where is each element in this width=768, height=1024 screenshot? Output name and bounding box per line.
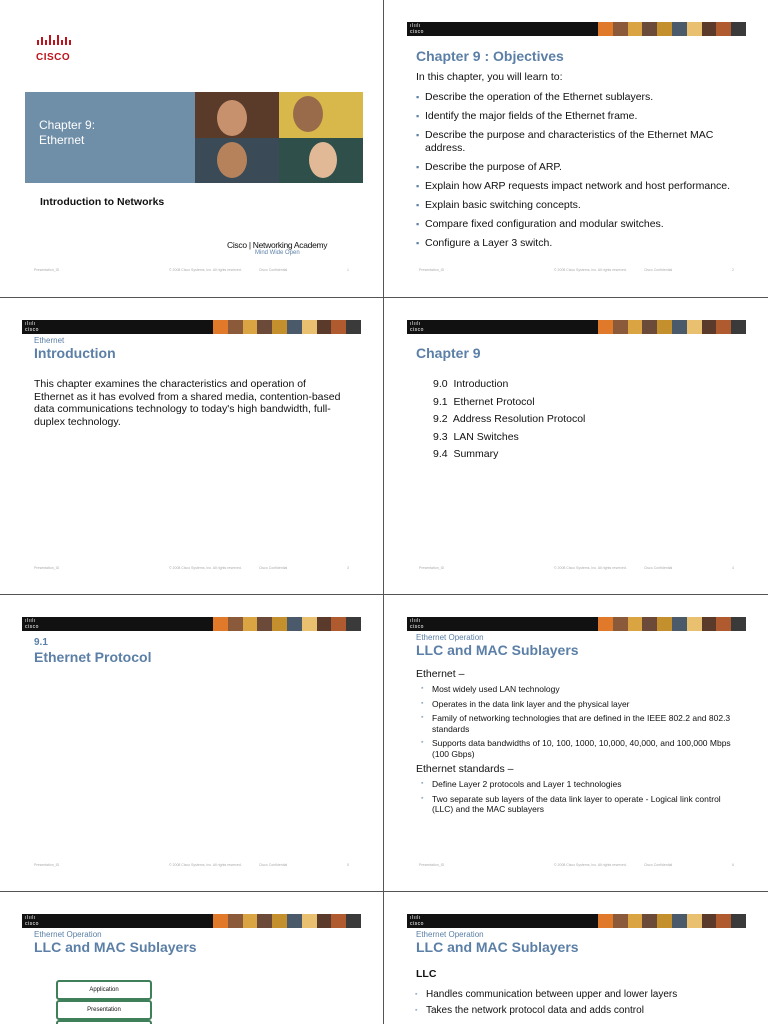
list-item: ▪ Define Layer 2 protocols and Layer 1 technologies — [416, 779, 732, 790]
slide-footer: Presentation_ID © 2008 Cisco Systems, Inc. All rights reserved. Cisco Confidential 1 — [34, 268, 349, 272]
slide-section-ethernet-protocol[interactable] — [0, 595, 383, 891]
section-label: Ethernet Operation — [34, 930, 102, 939]
slide-llc-mac-overview[interactable] — [385, 595, 768, 891]
header-bar — [407, 22, 746, 36]
toc-list — [433, 376, 585, 464]
slide-heading: LLC and MAC Sublayers — [416, 642, 579, 658]
ethernet-standards-heading: Ethernet standards – — [416, 763, 514, 775]
standards-bullet-list — [416, 779, 732, 815]
list-item: ▪ Configure a Layer 3 switch. — [416, 237, 732, 250]
osi-layer-presentation: Presentation — [56, 1000, 152, 1020]
list-item: ▪ Compare fixed configuration and modular switches. — [416, 218, 732, 231]
list-item: ▪ Supports data bandwidths of 10, 100, 1000, 10,000, 40,000, and 100,000 Mbps (100 Gbps) — [416, 738, 732, 759]
section-label: Ethernet — [34, 336, 65, 345]
list-item: ▪ Describe the purpose of ARP. — [416, 161, 732, 174]
list-item: ▪ Describe the operation of the Ethernet sublayers. — [416, 91, 732, 104]
cisco-logo — [36, 34, 76, 63]
academy-tagline: Mind Wide Open — [255, 250, 300, 256]
list-item: ▪ Two separate sub layers of the data link layer to operate - Logical link control (LLC) and the MAC sublayers — [416, 794, 732, 815]
list-item: ▪ Identify the major fields of the Ethernet frame. — [416, 110, 732, 123]
section-label: Ethernet Operation — [416, 930, 484, 939]
list-item: ▪ Handles communication between upper and lower layers — [410, 989, 738, 1001]
title-banner — [25, 92, 195, 183]
slide-footer: Presentation_ID © 2008 Cisco Systems, Inc. All rights reserved. Cisco Confidential 3 — [34, 566, 349, 570]
llc-bullet-list — [410, 989, 738, 1021]
header-photo-strip — [598, 320, 746, 334]
toc-item[interactable]: 9.2 Address Resolution Protocol — [433, 413, 586, 425]
slide-footer: Presentation_ID © 2008 Cisco Systems, Inc. All rights reserved. Cisco Confidential 4 — [419, 566, 734, 570]
slide-footer: Presentation_ID © 2008 Cisco Systems, Inc. All rights reserved. Cisco Confidential 6 — [419, 863, 734, 867]
slide-body-text: This chapter examines the characteristics and operation of Ethernet as it has evolved from a shared media, contention-based data communications technology to today's high bandwidth, full-duplex technology. — [34, 378, 341, 428]
toc-item[interactable]: 9.0 Introduction — [433, 378, 509, 390]
header-bar — [22, 914, 361, 928]
list-item: ▪ Most widely used LAN technology — [416, 684, 732, 695]
osi-layer-session — [56, 1020, 152, 1024]
list-item: ▪ Family of networking technologies that are defined in the IEEE 802.2 and 802.3 standards — [416, 713, 732, 734]
toc-item[interactable]: 9.4 Summary — [433, 448, 499, 460]
cisco-bars-icon — [36, 35, 76, 47]
banner-title-line2: Ethernet — [39, 133, 85, 147]
slide-objectives[interactable] — [385, 0, 768, 296]
mini-cisco-logo: ılıılı cisco — [25, 618, 39, 630]
mini-cisco-logo: ılıılı cisco — [25, 915, 39, 927]
objectives-intro: In this chapter, you will learn to: — [416, 71, 563, 83]
header-bar — [407, 617, 746, 631]
slide-llc-mac-diagram[interactable] — [0, 892, 383, 1024]
slide-footer: Presentation_ID © 2008 Cisco Systems, Inc. All rights reserved. Cisco Confidential 5 — [34, 863, 349, 867]
slide-chapter-toc[interactable] — [385, 298, 768, 594]
section-number: 9.1 — [34, 637, 48, 648]
objectives-list — [416, 91, 732, 256]
header-photo-strip — [213, 617, 361, 631]
list-item: ▪ Takes the network protocol data and adds control — [410, 1005, 738, 1017]
header-photo-strip — [598, 914, 746, 928]
slide-title[interactable] — [0, 0, 383, 296]
ethernet-bullet-list — [416, 684, 732, 759]
header-bar — [22, 617, 361, 631]
header-bar — [407, 320, 746, 334]
header-photo-strip — [213, 914, 361, 928]
page-column-divider — [383, 0, 384, 1024]
mini-cisco-logo: ılıılı cisco — [410, 23, 424, 35]
llc-heading: LLC — [416, 968, 437, 980]
header-bar — [407, 914, 746, 928]
slide-heading: Introduction — [34, 345, 116, 361]
list-item: ▪ Describe the purpose and characteristics of the Ethernet MAC address. — [416, 129, 732, 154]
list-item: ▪ Explain basic switching concepts. — [416, 199, 732, 212]
list-item: ▪ Explain how ARP requests impact network and host performance. — [416, 180, 732, 193]
mini-cisco-logo: ılıılı cisco — [410, 321, 424, 333]
cisco-wordmark: CISCO — [36, 52, 71, 63]
mini-cisco-logo: ılıılı cisco — [410, 618, 424, 630]
slide-introduction[interactable] — [0, 298, 383, 594]
slide-heading: Ethernet Protocol — [34, 649, 152, 665]
slide-llc-detail[interactable] — [385, 892, 768, 1024]
course-title: Introduction to Networks — [40, 196, 165, 208]
mini-cisco-logo: ılıılı cisco — [25, 321, 39, 333]
list-item: ▪ Operates in the data link layer and the physical layer — [416, 699, 732, 710]
ethernet-heading: Ethernet – — [416, 668, 465, 680]
banner-title-line1: Chapter 9: — [39, 118, 96, 132]
slide-heading: LLC and MAC Sublayers — [416, 939, 579, 955]
academy-logo: Cisco | Networking Academy — [227, 240, 328, 250]
banner-photo-collage — [195, 92, 363, 183]
header-photo-strip — [598, 617, 746, 631]
toc-item[interactable]: 9.1 Ethernet Protocol — [433, 395, 535, 408]
mini-cisco-logo: ılıılı cisco — [410, 915, 424, 927]
section-label: Ethernet Operation — [416, 633, 484, 642]
slide-heading: Chapter 9 — [416, 345, 481, 361]
header-photo-strip — [598, 22, 746, 36]
slide-footer: Presentation_ID © 2008 Cisco Systems, Inc. All rights reserved. Cisco Confidential 2 — [419, 268, 734, 272]
osi-layer-application: Application — [56, 980, 152, 1000]
header-bar — [22, 320, 361, 334]
slide-heading: LLC and MAC Sublayers — [34, 939, 197, 955]
toc-item[interactable]: 9.3 LAN Switches — [433, 430, 519, 443]
header-photo-strip — [213, 320, 361, 334]
slide-heading: Chapter 9 : Objectives — [416, 48, 564, 64]
